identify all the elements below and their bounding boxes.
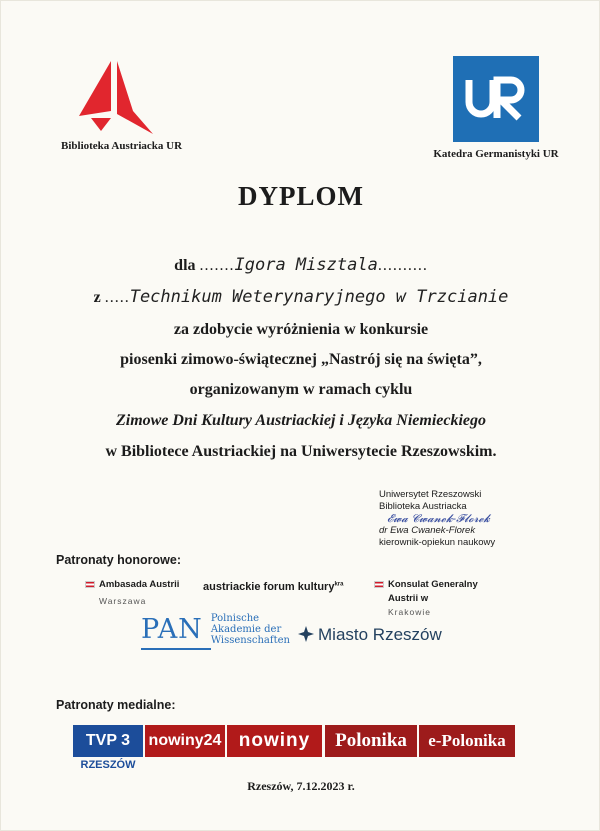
biblioteka-austriacka-label: Biblioteka Austriacka UR [61, 140, 183, 152]
ambasada-city: Warszawa [99, 596, 147, 606]
body-line-4: Zimowe Dni Kultury Austriackiej i Języka Niemieckiego [115, 412, 487, 429]
date-place: Rzeszów, 7.12.2023 r. [247, 779, 355, 793]
tvp3-logo: TVP 3 [73, 725, 143, 757]
body-line-3: organizowanym w ramach cyklu [189, 381, 413, 398]
recipient-dots-before: ....... [199, 257, 235, 274]
pan-mark: PAN [141, 614, 203, 645]
miasto-rzeszow-logo [298, 625, 442, 645]
e-polonika-logo: e-Polonika [419, 725, 515, 757]
rzeszow-crest-icon [298, 626, 314, 642]
recipient-name: Igora Misztala [234, 255, 378, 275]
recipient-dots-after: .......... [377, 257, 428, 274]
signature-library: Biblioteka Austriacka [379, 501, 467, 512]
signature-role: kierownik-opiekun naukowy [379, 537, 496, 548]
konsulat-city: Krakowie [388, 607, 431, 617]
miasto-label: Miasto Rzeszów [318, 625, 442, 644]
school-prefix: z [93, 289, 101, 306]
body-line-5: w Bibliotece Austriackiej na Uniwersytecie Rzeszowskim. [105, 443, 497, 460]
handwritten-signature: 𝓔𝔀𝓪 𝓒𝔀𝓪𝓷𝓮𝓴-𝓕𝓵𝓸𝓻𝓮𝓴 [387, 512, 491, 525]
biblioteka-austriacka-logo [61, 56, 183, 152]
pan-logo [141, 613, 291, 665]
media-patrons-title: Patronaty medialne: [56, 698, 176, 712]
pan-line-3: Wissenschaften [210, 635, 290, 646]
austria-flag-icon [374, 581, 384, 588]
recipient-prefix: dla [174, 257, 196, 274]
polonika-logo: Polonika [325, 725, 417, 757]
signature-block [379, 489, 579, 549]
konsulat-label: Konsulat Generalny [388, 579, 478, 590]
tvp3-city: RZESZÓW [80, 759, 136, 771]
katedra-germanistyki-label: Katedra Germanistyki UR [433, 148, 559, 160]
konsulat-generalny-logo [374, 579, 478, 617]
recipient-line [1, 255, 600, 275]
nowiny-logo: nowiny [227, 725, 322, 757]
ambasada-label: Ambasada Austrii [99, 579, 180, 590]
forum-suffix: kra [334, 581, 344, 588]
school-dots-before: ..... [104, 289, 130, 306]
signature-institution: Uniwersytet Rzeszowski [379, 489, 482, 500]
nowiny24-logo: nowiny24 [145, 725, 225, 757]
school-line [1, 287, 600, 307]
austriackie-forum-kultury-logo [203, 581, 343, 593]
diploma-title: DYPLOM [238, 181, 364, 211]
ur-emblem-icon [453, 56, 539, 142]
forum-label: austriackie forum kultury [203, 581, 335, 593]
red-sail-icon [71, 56, 161, 136]
konsulat-line-2: Austrii w [388, 593, 429, 604]
signature-name: dr Ewa Cwanek-Florek [379, 525, 476, 536]
body-line-1: za zdobycie wyróżnienia w konkursie [173, 321, 429, 338]
austria-flag-icon [85, 581, 95, 588]
honorary-patrons-title: Patronaty honorowe: [56, 553, 182, 567]
school-name: Technikum Weterynaryjnego w Trzcianie [129, 287, 509, 307]
pan-line-2: Akademie der [210, 624, 282, 635]
pan-line-1: Polnische [210, 613, 260, 624]
pan-underline [141, 648, 211, 650]
ambasada-austrii-logo [85, 579, 179, 606]
body-line-2: piosenki zimowo-świątecznej „Nastrój się na święta”, [120, 351, 482, 368]
katedra-germanistyki-logo [421, 56, 571, 160]
